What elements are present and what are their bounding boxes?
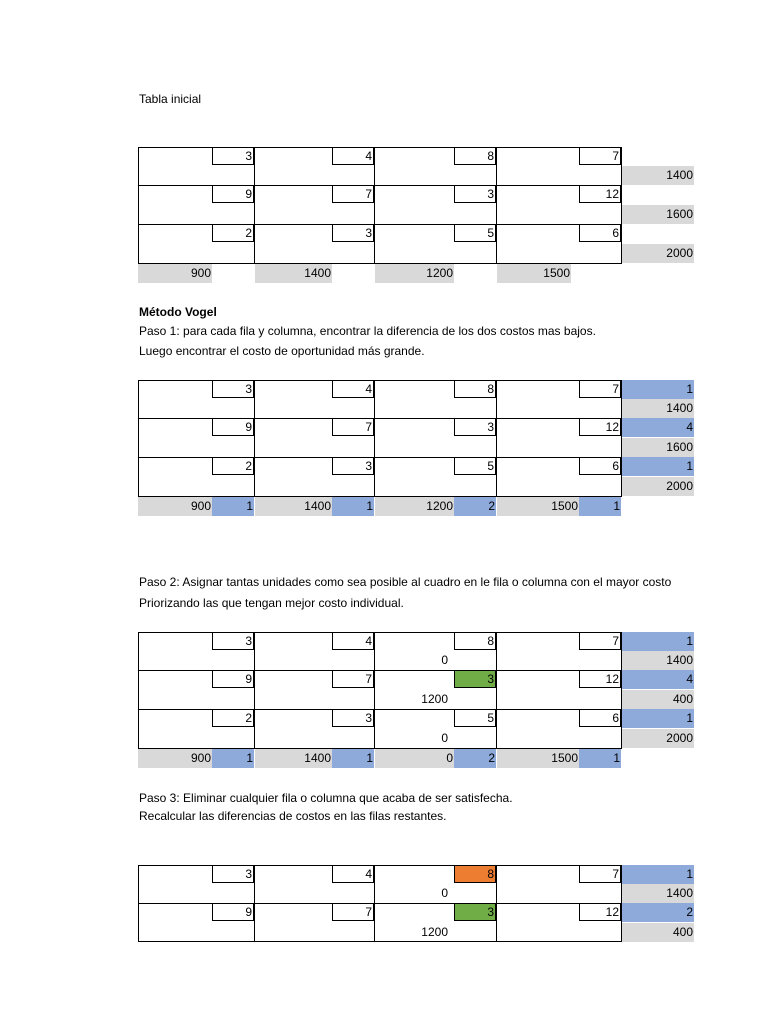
demand-cell: 1500 — [497, 264, 571, 283]
grid-line — [138, 903, 622, 904]
cost-cell-selected: 3 — [454, 670, 496, 688]
cost-cell: 8 — [454, 632, 496, 650]
cost-cell: 4 — [332, 380, 374, 398]
supply-cell: 1400 — [622, 884, 694, 903]
demand-cell: 0 — [375, 749, 454, 768]
cost-cell: 12 — [579, 903, 621, 921]
supply-cell: 1400 — [622, 166, 694, 185]
cost-cell: 2 — [212, 709, 254, 727]
demand-cell: 900 — [138, 497, 212, 516]
grid-line — [374, 147, 375, 264]
paso2-line2: Priorizando las que tengan mejor costo individual. — [139, 596, 404, 610]
grid-line — [254, 380, 255, 497]
col-penalty-cell: 2 — [454, 497, 496, 516]
grid-line — [138, 865, 622, 866]
cost-cell: 3 — [454, 185, 496, 203]
table-paso3 — [138, 865, 698, 945]
paso1-line2: Luego encontrar el costo de oportunidad más grande. — [139, 344, 425, 358]
grid-line — [138, 457, 622, 458]
cost-cell: 9 — [212, 418, 254, 436]
supply-cell: 400 — [622, 923, 694, 942]
cost-cell: 5 — [454, 224, 496, 242]
supply-cell: 2000 — [622, 729, 694, 748]
col-penalty-cell: 1 — [212, 749, 254, 768]
paso3-line2: Recalcular las diferencias de costos en las filas restantes. — [139, 809, 447, 823]
cost-cell: 7 — [579, 632, 621, 650]
grid-line — [496, 380, 497, 497]
row-penalty-cell: 4 — [622, 418, 694, 437]
allocation-value: 0 — [441, 731, 448, 745]
grid-line — [496, 147, 497, 264]
supply-cell: 1400 — [622, 399, 694, 418]
table-initial — [138, 147, 698, 283]
cost-cell: 7 — [579, 865, 621, 883]
supply-cell: 1600 — [622, 205, 694, 224]
row-penalty-cell: 4 — [622, 670, 694, 689]
col-penalty-cell: 1 — [212, 497, 254, 516]
grid-line — [374, 380, 375, 497]
cost-cell: 4 — [332, 632, 374, 650]
cost-cell: 8 — [454, 380, 496, 398]
grid-line — [138, 670, 622, 671]
grid-line — [138, 185, 622, 186]
demand-cell: 900 — [138, 264, 212, 283]
cost-cell: 3 — [332, 709, 374, 727]
allocation-value: 1200 — [421, 925, 448, 939]
demand-cell: 1400 — [255, 497, 332, 516]
row-penalty-cell: 1 — [622, 865, 694, 884]
cost-cell: 12 — [579, 418, 621, 436]
col-penalty-cell: 1 — [332, 749, 374, 768]
demand-cell: 1500 — [497, 749, 579, 768]
cost-cell: 4 — [332, 865, 374, 883]
col-penalty-cell: 1 — [332, 497, 374, 516]
grid-line — [138, 632, 622, 633]
cost-cell: 6 — [579, 457, 621, 475]
cost-cell: 9 — [212, 903, 254, 921]
cost-cell: 7 — [332, 418, 374, 436]
cost-cell: 2 — [212, 457, 254, 475]
paso3-line1: Paso 3: Eliminar cualquier fila o columna que acaba de ser satisfecha. — [139, 791, 513, 805]
cost-cell: 5 — [454, 709, 496, 727]
allocation-value: 0 — [441, 653, 448, 667]
cost-cell-selected: 3 — [454, 903, 496, 921]
col-penalty-cell: 1 — [579, 749, 621, 768]
cost-cell: 7 — [332, 670, 374, 688]
cost-cell: 4 — [332, 147, 374, 165]
demand-cell: 1200 — [375, 264, 454, 283]
demand-cell: 1500 — [497, 497, 579, 516]
cost-cell: 9 — [212, 670, 254, 688]
grid-line — [254, 147, 255, 264]
grid-line — [496, 632, 497, 749]
cost-cell: 3 — [212, 632, 254, 650]
grid-line — [138, 709, 622, 710]
table-paso1 — [138, 380, 698, 516]
table-paso2 — [138, 632, 698, 768]
supply-cell: 2000 — [622, 477, 694, 496]
cost-cell: 3 — [212, 147, 254, 165]
supply-cell: 2000 — [622, 244, 694, 263]
cost-cell: 7 — [332, 903, 374, 921]
demand-cell: 900 — [138, 749, 212, 768]
cost-cell: 2 — [212, 224, 254, 242]
cost-cell: 3 — [332, 457, 374, 475]
grid-line — [138, 224, 622, 225]
supply-cell: 1600 — [622, 438, 694, 457]
cost-cell: 7 — [579, 147, 621, 165]
paso2-line1: Paso 2: Asignar tantas unidades como sea posible al cuadro en le fila o columna con el mayor costo — [139, 575, 672, 589]
heading-metodo-vogel: Método Vogel — [139, 305, 217, 319]
grid-line — [138, 380, 622, 381]
demand-cell: 1400 — [255, 264, 332, 283]
cost-cell: 6 — [579, 224, 621, 242]
supply-cell: 1400 — [622, 651, 694, 670]
col-penalty-cell: 2 — [454, 749, 496, 768]
cost-cell: 5 — [454, 457, 496, 475]
cost-cell: 9 — [212, 185, 254, 203]
cost-cell: 7 — [579, 380, 621, 398]
row-penalty-cell: 2 — [622, 903, 694, 922]
grid-line — [254, 632, 255, 749]
grid-line — [374, 632, 375, 749]
grid-line — [138, 147, 139, 264]
heading-tabla-inicial: Tabla inicial — [139, 92, 202, 106]
paso1-line1: Paso 1: para cada fila y columna, encontrar la diferencia de los dos costos mas bajos. — [139, 324, 596, 338]
cost-cell: 3 — [454, 418, 496, 436]
grid-line — [138, 380, 139, 497]
row-penalty-cell: 1 — [622, 709, 694, 728]
row-penalty-cell: 1 — [622, 380, 694, 399]
cost-cell: 3 — [212, 865, 254, 883]
demand-cell: 1400 — [255, 749, 332, 768]
cost-cell: 12 — [579, 670, 621, 688]
cost-cell: 7 — [332, 185, 374, 203]
allocation-value: 1200 — [421, 692, 448, 706]
row-penalty-cell: 1 — [622, 457, 694, 476]
row-penalty-cell: 1 — [622, 632, 694, 651]
demand-cell: 1200 — [375, 497, 454, 516]
cost-cell: 12 — [579, 185, 621, 203]
col-penalty-cell: 1 — [579, 497, 621, 516]
supply-cell: 400 — [622, 690, 694, 709]
grid-line — [138, 941, 622, 942]
allocation-value: 0 — [441, 886, 448, 900]
cost-cell: 6 — [579, 709, 621, 727]
grid-line — [138, 418, 622, 419]
grid-line — [138, 147, 622, 148]
cost-cell: 3 — [332, 224, 374, 242]
cost-cell-eliminated: 8 — [454, 865, 496, 883]
cost-cell: 3 — [212, 380, 254, 398]
grid-line — [138, 632, 139, 749]
cost-cell: 8 — [454, 147, 496, 165]
